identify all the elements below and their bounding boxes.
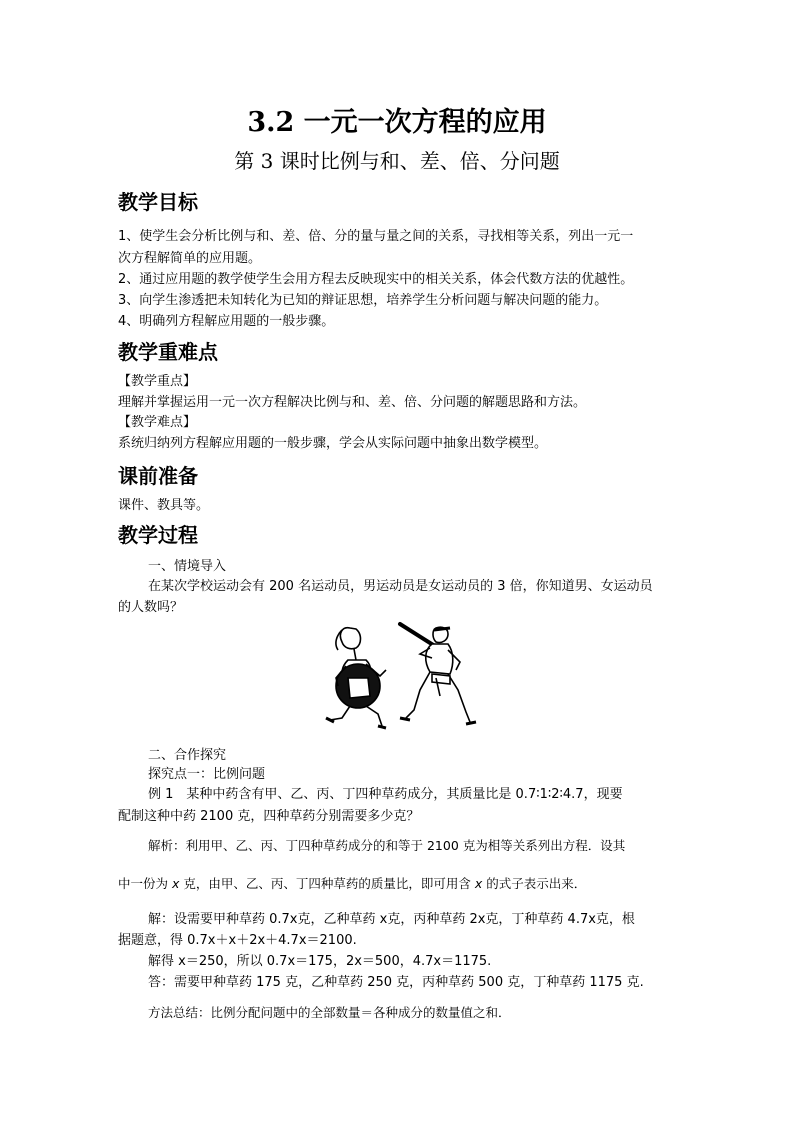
example-line: 配制这种中药 2100 克，四种草药分别需要多少克？: [118, 809, 420, 824]
solution-line: 解得 x＝250，所以 0.7x＝175，2x＝500，4.7x＝1175.: [148, 954, 492, 969]
objectives-heading: 教学目标: [118, 190, 198, 214]
focus-label: 【教学重点】: [118, 374, 197, 389]
analysis-line: [118, 874, 586, 892]
difficulty-label: 【教学难点】: [118, 415, 197, 430]
example-line: 例 1 某种中药含有甲、乙、丙、丁四种草药成分，其质量比是 0.7∶1∶2∶4.7，现要: [148, 787, 623, 802]
objective-line: 4、明确列方程解应用题的一般步骤。: [118, 314, 335, 329]
analysis-text: 中一份为: [118, 876, 169, 891]
baseball-batter-figure: [400, 624, 476, 724]
intro-question-line: 的人数吗？: [118, 600, 184, 615]
objective-line: 2、通过应用题的教学使学生会用方程去反映现实中的相关关系，体会代数方法的优越性。: [118, 272, 634, 287]
page-subtitle: 第 3 课时比例与和、差、倍、分问题: [234, 149, 560, 173]
part1-title: 一、情境导入: [148, 559, 227, 574]
preparation-text: 课件、教具等。: [118, 498, 210, 513]
solution-line: 解：设需要甲种草药 0.7x克，乙种草药 x克，丙种草药 2x克，丁种草药 4.7x克，根: [148, 912, 635, 927]
part2-title: 二、合作探究: [148, 748, 227, 763]
difficulty-text: 系统归纳列方程解应用题的一般步骤，学会从实际问题中抽象出数学模型。: [118, 436, 548, 451]
running-woman-figure: [326, 628, 386, 728]
answer-line: 答：需要甲种草药 175 克，乙种草药 250 克，丙种草药 500 克，丁种草药 1175 克.: [148, 975, 644, 990]
process-heading: 教学过程: [118, 523, 198, 547]
objective-line: 次方程解简单的应用题。: [118, 251, 262, 266]
page-title: 3.2 一元一次方程的应用: [247, 107, 547, 138]
focus-text: 理解并掌握运用一元一次方程解决比例与和、差、倍、分问题的解题思路和方法。: [118, 395, 587, 410]
solution-line: 据题意，得 0.7x＋x＋2x＋4.7x＝2100.: [118, 933, 357, 948]
keypoints-heading: 教学重难点: [118, 340, 218, 364]
method-summary: 方法总结：比例分配问题中的全部数量＝各种成分的数量值之和．: [148, 1005, 511, 1020]
sports-illustration: [320, 618, 500, 736]
variable-x: x: [474, 876, 483, 891]
analysis-line: 解析：利用甲、乙、丙、丁四种草药成分的和等于 2100 克为相等关系列出方程．设其: [148, 838, 626, 853]
objective-line: 3、向学生渗透把未知转化为已知的辩证思想，培养学生分析问题与解决问题的能力。: [118, 293, 608, 308]
analysis-text: 的式子表示出来．: [486, 876, 587, 891]
explore-title: 探究点一：比例问题: [148, 767, 266, 782]
intro-question-line: 在某次学校运动会有 200 名运动员，男运动员是女运动员的 3 倍，你知道男、女运动员: [148, 579, 653, 594]
objective-line: 1、使学生会分析比例与和、差、倍、分的量与量之间的关系，寻找相等关系，列出一元一: [118, 229, 634, 244]
analysis-text: 克，由甲、乙、丙、丁四种草药的质量比，即可用含: [183, 876, 471, 891]
preparation-heading: 课前准备: [118, 464, 198, 488]
variable-x: x: [172, 876, 180, 891]
